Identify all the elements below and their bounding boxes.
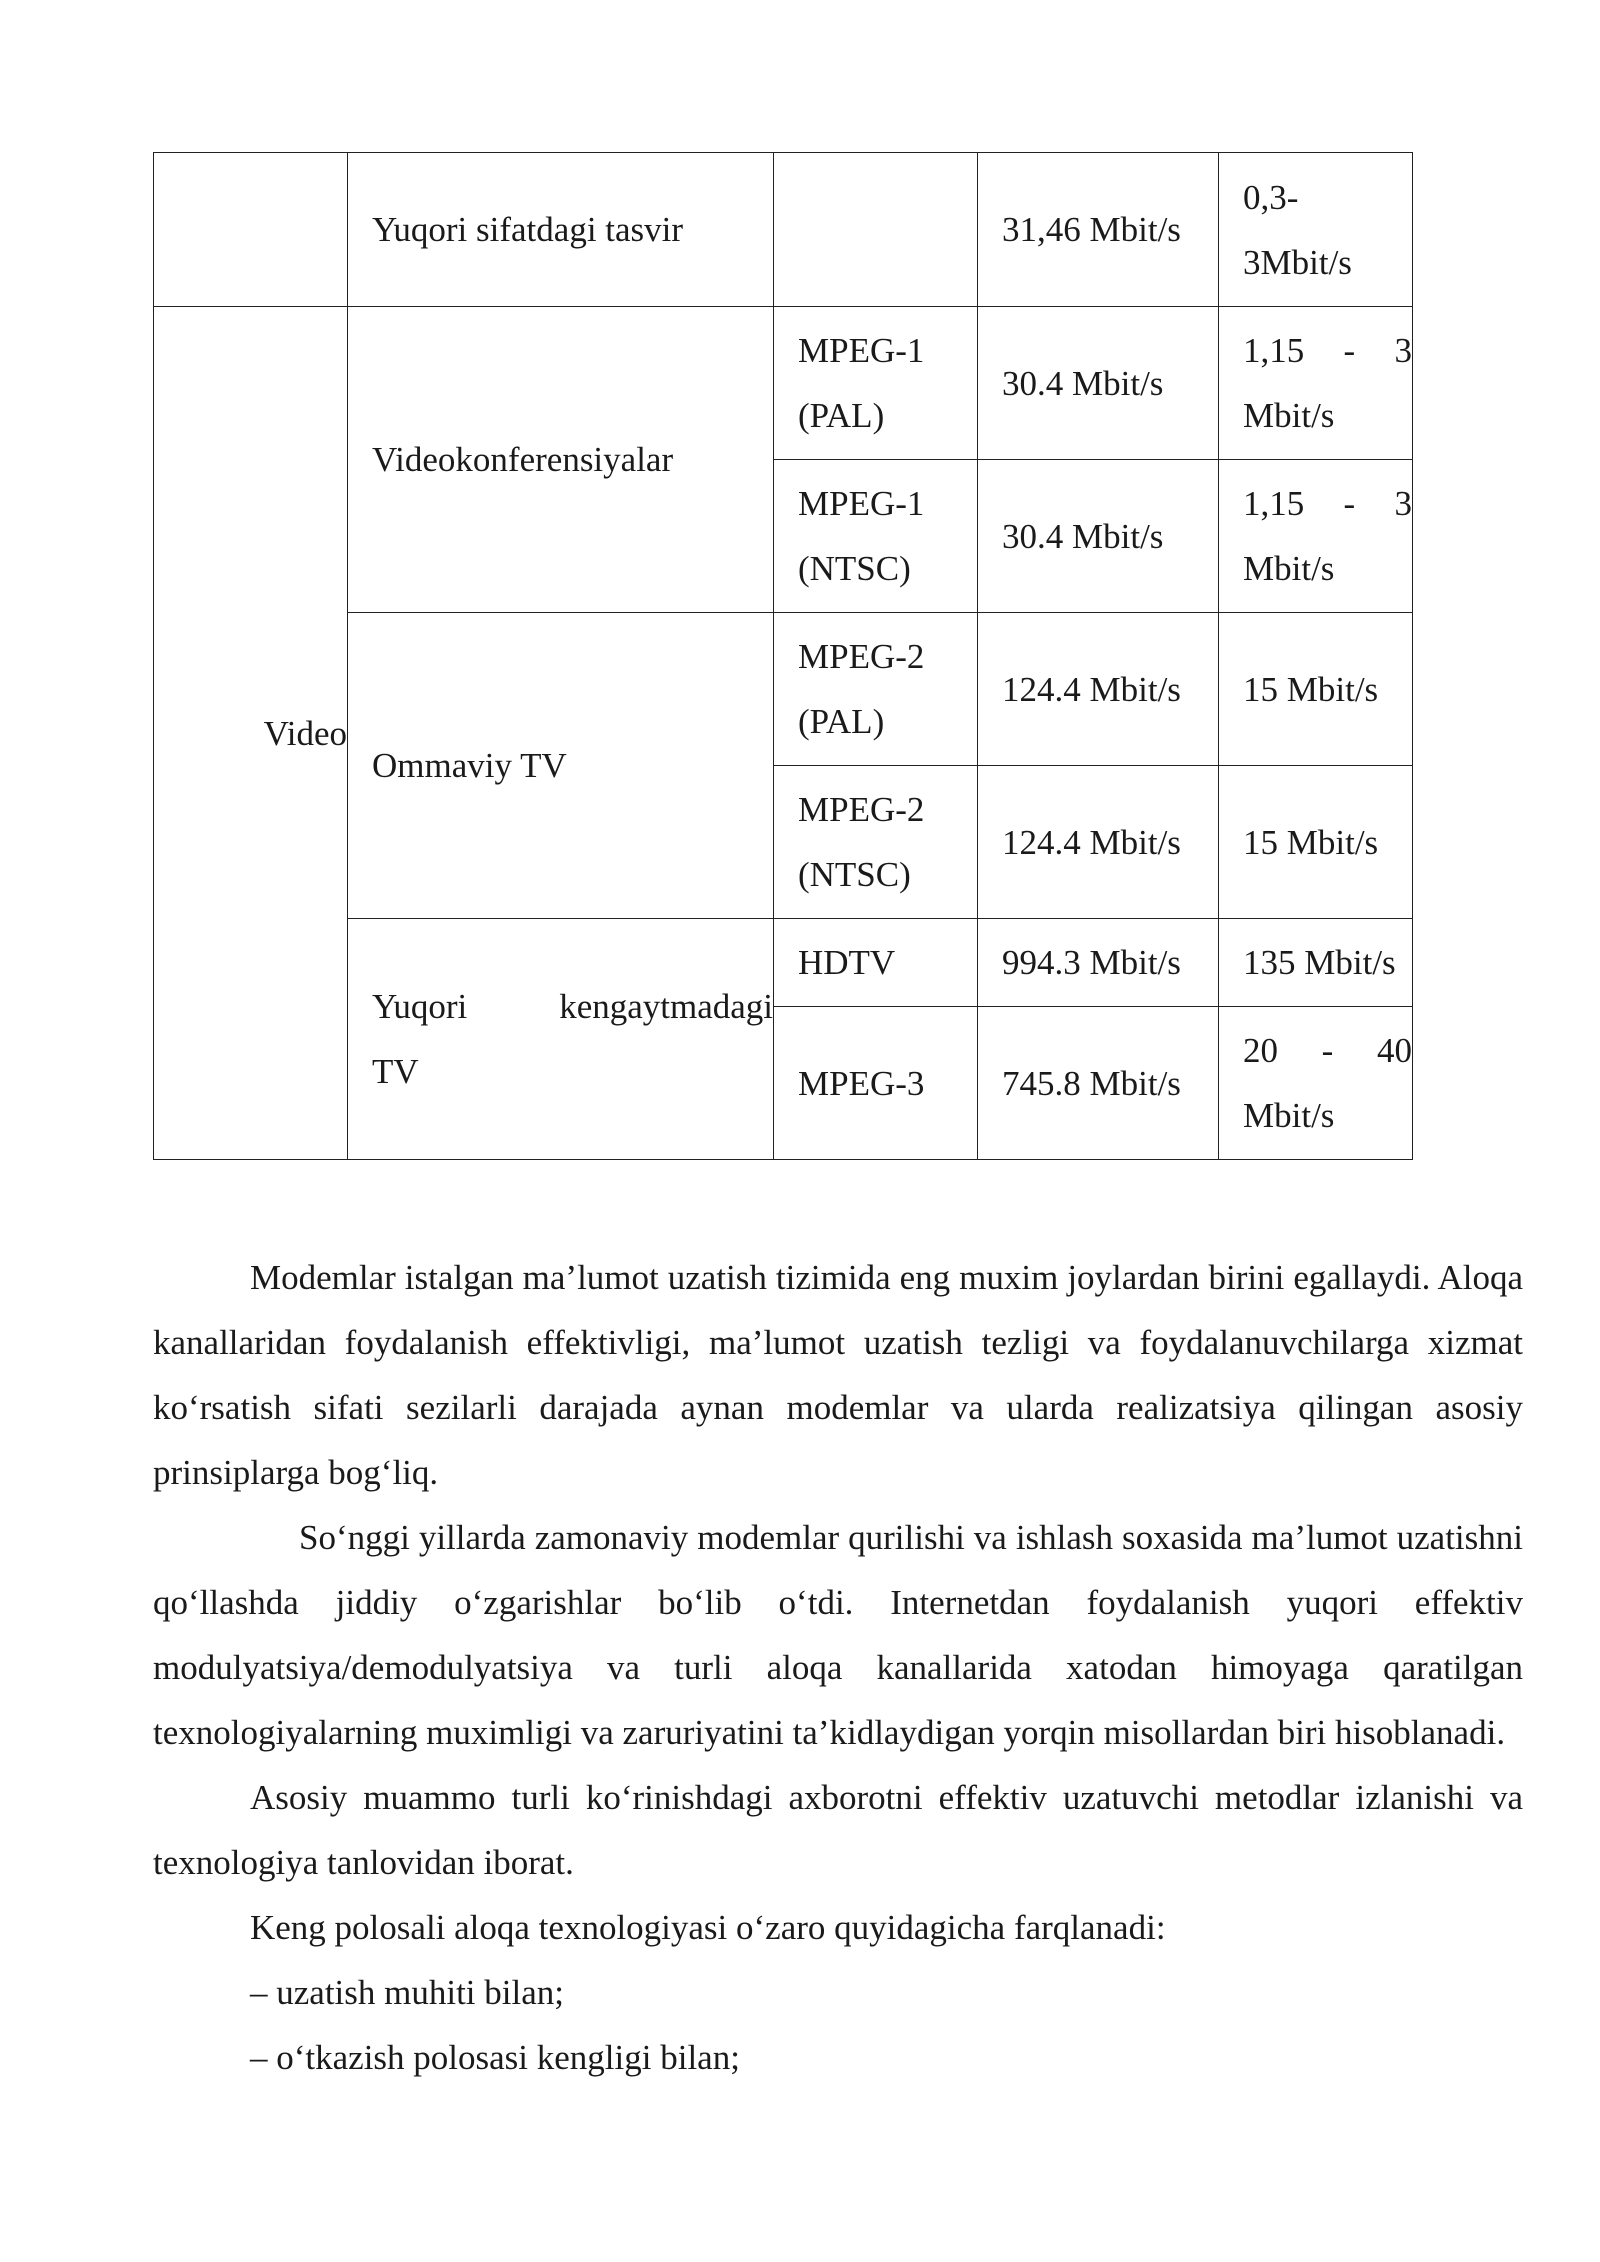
codec-cell [774, 919, 978, 1007]
uncompressed-rate: 31,46 Mbit/s [1002, 210, 1181, 249]
table-cell-empty [154, 153, 348, 307]
codec-line-2: (NTSC) [798, 549, 911, 588]
table-row [154, 307, 1413, 460]
codec-line-1: MPEG-1 [798, 484, 925, 523]
table-row [154, 153, 1413, 307]
rate-cell [978, 153, 1219, 307]
codec: MPEG-3 [798, 1063, 925, 1103]
compressed-rate-cell [1219, 919, 1413, 1007]
compressed-rate: 15 Mbit/s [1243, 669, 1379, 709]
service-name: Ommaviy TV [372, 746, 567, 785]
codec-line-2: (PAL) [798, 702, 885, 741]
codec-line-2: (PAL) [798, 396, 885, 435]
compressed-rate-line-2: Mbit/s [1243, 1096, 1335, 1135]
rate-from: 1,15 [1243, 331, 1305, 370]
codec: HDTV [798, 943, 896, 982]
uncompressed-rate: 745.8 Mbit/s [1002, 1063, 1181, 1103]
paragraph: Keng polosali aloqa texnologiyasi o‘zaro quyidagicha farqlanadi: [250, 1908, 1166, 1947]
uncompressed-rate: 30.4 Mbit/s [1002, 516, 1164, 556]
compressed-rate-line-1 [1243, 1018, 1412, 1083]
list-item: – uzatish muhiti bilan; [250, 1973, 564, 2012]
uncompressed-rate: 124.4 Mbit/s [1002, 669, 1181, 709]
compressed-rate: 15 Mbit/s [1243, 822, 1379, 862]
rate-cell [978, 460, 1219, 613]
rate-dash: - [1343, 331, 1356, 370]
rate-cell [978, 613, 1219, 766]
rate-from: 1,15 [1243, 484, 1305, 523]
service-name-word: kengaytmadagi [559, 987, 773, 1026]
rate-to: 3 [1394, 331, 1412, 370]
compressed-rate-cell [1219, 460, 1413, 613]
list-item: – o‘tkazish polosasi kengligi bilan; [250, 2038, 740, 2077]
compressed-rate-cell [1219, 307, 1413, 460]
uncompressed-rate: 124.4 Mbit/s [1002, 822, 1181, 862]
service-name-cell [348, 153, 774, 307]
paragraph: So‘nggi yillarda zamonaviy modemlar qurilishi va ishlash soxasida ma’lumot uzatishni qo‘llashda jiddiy o‘zgarishlar bo‘lib o‘tdi. Internetdan foydalanish yuqori effektiv modulyatsiya/demodulyatsiya va turli aloqa kanallarida xatodan himoyaga qaratilgan texnologiyalarning muximligi va zaruriyatini ta’kidlaydigan yorqin misollardan biri hisoblanadi. [153, 1518, 1523, 1752]
uncompressed-rate: 994.3 Mbit/s [1002, 943, 1181, 982]
compressed-rate-line-2: Mbit/s [1243, 396, 1335, 435]
paragraph: Asosiy muammo turli ko‘rinishdagi axborotni effektiv uzatuvchi metodlar izlanishi va texnologiya tanlovidan iborat. [153, 1778, 1523, 1882]
codec-line-1: MPEG-2 [798, 637, 925, 676]
codec-cell [774, 307, 978, 460]
body-text [153, 1245, 1523, 2090]
compressed-rate-cell [1219, 766, 1413, 919]
service-name-word: Yuqori [372, 987, 468, 1026]
compressed-rate-line-1: 0,3- [1243, 177, 1299, 217]
compressed-rate-cell [1219, 613, 1413, 766]
compressed-rate-line-2: Mbit/s [1243, 549, 1335, 588]
compressed-rate-cell [1219, 153, 1413, 307]
compressed-rate-line-1 [1243, 471, 1412, 536]
service-name-cell [348, 919, 774, 1160]
service-name-line-2: TV [372, 1052, 419, 1091]
codec-cell [774, 613, 978, 766]
rate-from: 20 [1243, 1031, 1278, 1070]
service-name-line-1 [372, 974, 773, 1039]
codec-line-1: MPEG-2 [798, 790, 925, 829]
rate-cell [978, 766, 1219, 919]
codec-cell [774, 460, 978, 613]
category-cell [154, 307, 348, 1160]
compressed-rate-line-2: 3Mbit/s [1243, 242, 1352, 282]
codec-cell [774, 766, 978, 919]
uncompressed-rate: 30.4 Mbit/s [1002, 363, 1164, 403]
rate-cell [978, 1007, 1219, 1160]
rate-dash: - [1343, 484, 1356, 523]
codec-cell-empty [774, 153, 978, 307]
category-label: Video [263, 713, 347, 753]
compressed-rate-line-1 [1243, 318, 1412, 383]
service-name: Videokonferensiyalar [372, 440, 674, 479]
codec-line-2: (NTSC) [798, 855, 911, 894]
bitrate-table [153, 152, 1413, 1160]
service-name: Yuqori sifatdagi tasvir [372, 210, 684, 249]
codec-cell [774, 1007, 978, 1160]
codec-line-1: MPEG-1 [798, 331, 925, 370]
compressed-rate-cell [1219, 1007, 1413, 1160]
compressed-rate: 135 Mbit/s [1243, 943, 1396, 982]
service-name-cell [348, 307, 774, 613]
rate-to: 3 [1394, 484, 1412, 523]
rate-cell [978, 919, 1219, 1007]
service-name-cell [348, 613, 774, 919]
rate-to: 40 [1377, 1031, 1412, 1070]
rate-cell [978, 307, 1219, 460]
paragraph: Modemlar istalgan ma’lumot uzatish tizimida eng muxim joylardan birini egallaydi. Aloqa kanallaridan foydalanish effektivligi, ma’lumot uzatish tezligi va foydalanuvchilarga xizmat ko‘rsatish sifati sezilarli darajada aynan modemlar va ularda realizatsiya qilingan asosiy prinsiplarga bog‘liq. [153, 1258, 1523, 1492]
rate-dash: - [1321, 1031, 1334, 1070]
